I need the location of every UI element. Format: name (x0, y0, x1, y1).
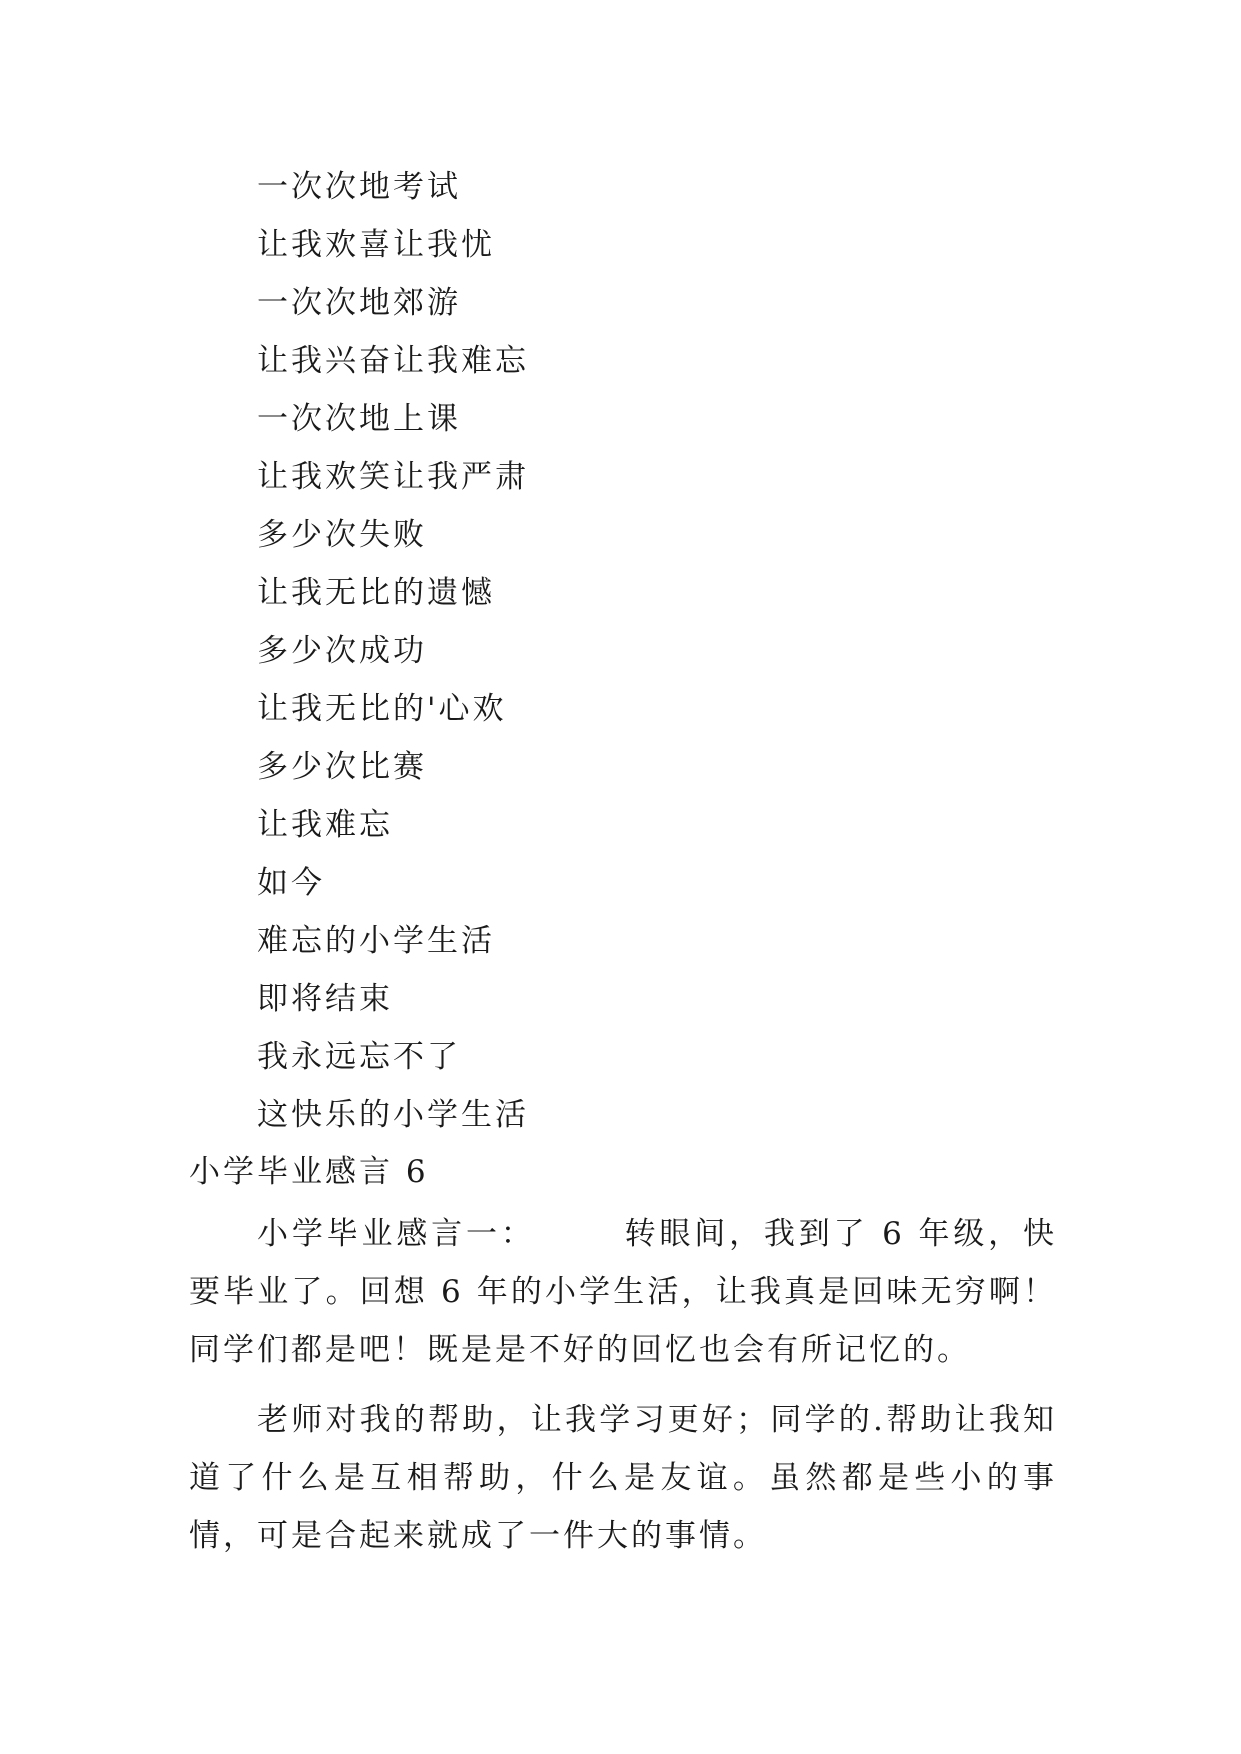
poem-line: 一次次地上课 (257, 401, 461, 437)
poem-line: 我永远忘不了 (257, 1039, 461, 1075)
poem (257, 158, 529, 1144)
poem-line: 如今 (257, 865, 325, 901)
poem-line: 让我无比的遗憾 (257, 575, 495, 611)
poem-line: 多少次成功 (257, 633, 427, 669)
poem-line: 多少次比赛 (257, 749, 427, 785)
poem-line: 让我兴奋让我难忘 (257, 343, 529, 379)
poem-line: 一次次地郊游 (257, 285, 461, 321)
poem-line: 多少次失败 (257, 517, 427, 553)
poem-line: 这快乐的小学生活 (257, 1097, 529, 1133)
poem-line: 难忘的小学生活 (257, 923, 495, 959)
poem-line: 让我难忘 (257, 807, 393, 843)
section-title: 小学毕业感言 6 (189, 1154, 429, 1190)
poem-line: 即将结束 (257, 981, 393, 1017)
poem-line: 让我欢笑让我严肃 (257, 459, 529, 495)
poem-line: 让我无比的'心欢 (257, 691, 507, 727)
poem-line: 让我欢喜让我忧 (257, 227, 495, 263)
paragraph: 老师对我的帮助，让我学习更好；同学的.帮助让我知道了什么是互相帮助，什么是友谊。虽然都是些小的事情，可是合起来就成了一件大的事情。 (189, 1402, 1057, 1554)
poem-line: 一次次地考试 (257, 169, 461, 205)
section-body (189, 1205, 1057, 1577)
paragraph: 小学毕业感言一： 转眼间，我到了 6 年级，快要毕业了。回想 6 年的小学生活，让我真是回味无穷啊！同学们都是吧！既是是不好的回忆也会有所记忆的。 (189, 1216, 1057, 1368)
